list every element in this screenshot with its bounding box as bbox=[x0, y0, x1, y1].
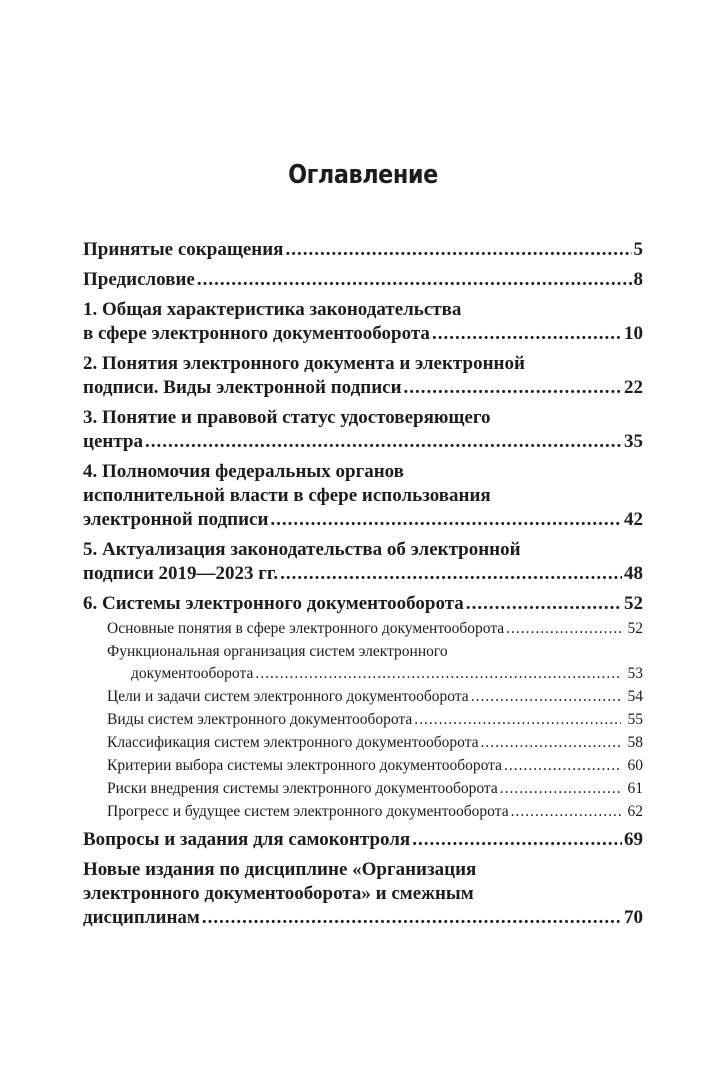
toc-entry-self-check[interactable] bbox=[83, 828, 643, 852]
entry-text: электронной подписи bbox=[83, 509, 269, 530]
dot-leader bbox=[285, 238, 631, 262]
entry-text: электронного документооборота» и смежным bbox=[83, 883, 474, 904]
toc-entry-chapter-5[interactable] bbox=[83, 538, 643, 586]
dot-leader bbox=[481, 732, 621, 754]
page-number: 42 bbox=[624, 509, 643, 530]
entry-text: документооборота bbox=[131, 665, 254, 682]
page-number: 55 bbox=[627, 711, 643, 728]
entry-text: центра bbox=[83, 431, 143, 452]
entry-text: Прогресс и будущее систем электронного документооборота bbox=[107, 803, 509, 820]
toc-subentry-basic-concepts[interactable] bbox=[83, 618, 643, 640]
page-number: 35 bbox=[624, 431, 643, 452]
entry-text: дисциплинам bbox=[83, 907, 200, 928]
entry-text: 1. Общая характеристика законодательства bbox=[83, 299, 462, 320]
entry-text: 5. Актуализация законодательства об электронной bbox=[83, 539, 521, 560]
page-number: 58 bbox=[627, 734, 643, 751]
dot-leader bbox=[466, 592, 622, 616]
dot-leader bbox=[197, 268, 632, 292]
dot-leader bbox=[145, 430, 622, 454]
page-number: 52 bbox=[624, 593, 643, 614]
page-number: 62 bbox=[627, 803, 643, 820]
toc-entry-chapter-4[interactable] bbox=[83, 460, 643, 532]
page-number: 60 bbox=[627, 757, 643, 774]
entry-text: исполнительной власти в сфере использования bbox=[83, 485, 491, 506]
table-of-contents bbox=[83, 238, 643, 936]
page-number: 8 bbox=[633, 269, 643, 290]
entry-text: Риски внедрения системы электронного документооборота bbox=[107, 780, 498, 797]
page-number: 54 bbox=[627, 688, 643, 705]
toc-subentry-functional-organization[interactable] bbox=[83, 641, 643, 685]
page-number: 10 bbox=[624, 323, 643, 344]
toc-entry-preface[interactable] bbox=[83, 268, 643, 292]
dot-leader bbox=[500, 778, 621, 800]
dot-leader bbox=[412, 828, 622, 852]
dot-leader bbox=[202, 906, 622, 930]
toc-entry-chapter-2[interactable] bbox=[83, 352, 643, 400]
page-title: Оглавление bbox=[288, 160, 438, 190]
toc-subentry-progress[interactable] bbox=[83, 801, 643, 823]
entry-text: 3. Понятие и правовой статус удостоверяющего bbox=[83, 407, 491, 428]
entry-text: Новые издания по дисциплине «Организация bbox=[83, 859, 477, 880]
entry-text: Классификация систем электронного документооборота bbox=[107, 734, 479, 751]
dot-leader bbox=[504, 755, 621, 777]
dot-leader bbox=[414, 709, 621, 731]
toc-entry-abbreviations[interactable] bbox=[83, 238, 643, 262]
toc-entry-chapter-6[interactable] bbox=[83, 592, 643, 616]
entry-text: Критерии выбора системы электронного документооборота bbox=[107, 757, 502, 774]
toc-entry-new-editions[interactable] bbox=[83, 858, 643, 930]
toc-subentry-classification[interactable] bbox=[83, 732, 643, 754]
page-number: 70 bbox=[624, 907, 643, 928]
dot-leader bbox=[404, 376, 622, 400]
page-number: 5 bbox=[633, 239, 643, 260]
page-number: 48 bbox=[624, 563, 643, 584]
entry-text: Функциональная организация систем электронного bbox=[107, 643, 448, 660]
entry-text: в сфере электронного документооборота bbox=[83, 323, 430, 344]
entry-text: Предисловие bbox=[83, 269, 195, 290]
entry-text: 4. Полномочия федеральных органов bbox=[83, 461, 404, 482]
entry-text: Цели и задачи систем электронного документооборота bbox=[107, 688, 469, 705]
page-number: 52 bbox=[627, 620, 643, 637]
entry-text: Основные понятия в сфере электронного документооборота bbox=[107, 620, 505, 637]
toc-subentry-types[interactable] bbox=[83, 709, 643, 731]
page-number: 61 bbox=[627, 780, 643, 797]
dot-leader bbox=[511, 801, 621, 823]
toc-entry-chapter-3[interactable] bbox=[83, 406, 643, 454]
entry-text: Вопросы и задания для самоконтроля bbox=[83, 829, 411, 850]
page-number: 53 bbox=[627, 665, 643, 682]
entry-text: подписи. Виды электронной подписи bbox=[83, 377, 402, 398]
page-number: 69 bbox=[624, 829, 643, 850]
dot-leader bbox=[270, 508, 622, 532]
dot-leader bbox=[471, 686, 621, 708]
page-number: 22 bbox=[624, 377, 643, 398]
toc-entry-chapter-1[interactable] bbox=[83, 298, 643, 346]
dot-leader bbox=[506, 618, 621, 640]
entry-text: Виды систем электронного документооборота bbox=[107, 711, 413, 728]
dot-leader bbox=[432, 322, 622, 346]
entry-text: 6. Системы электронного документооборота bbox=[83, 593, 464, 614]
toc-subentry-selection-criteria[interactable] bbox=[83, 755, 643, 777]
entry-text: Принятые сокращения bbox=[83, 239, 284, 260]
dot-leader bbox=[280, 562, 622, 586]
entry-text: подписи 2019—2023 гг. bbox=[83, 563, 279, 584]
entry-text: 2. Понятия электронного документа и электронной bbox=[83, 353, 525, 374]
toc-subentry-risks[interactable] bbox=[83, 778, 643, 800]
dot-leader bbox=[255, 663, 621, 685]
toc-subentry-goals[interactable] bbox=[83, 686, 643, 708]
